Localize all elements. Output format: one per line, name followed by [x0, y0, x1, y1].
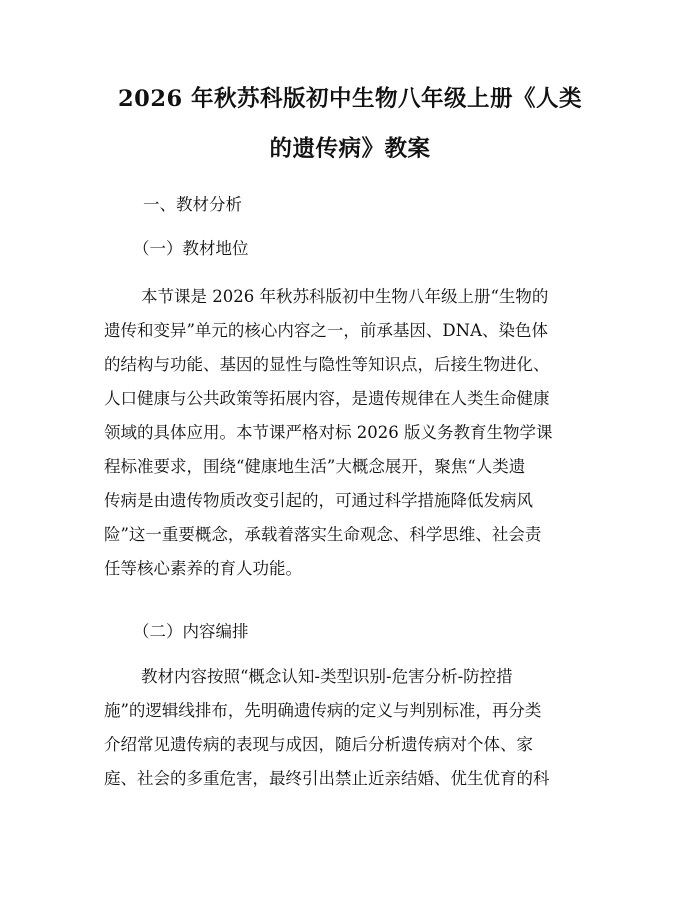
subsection-heading-content-arrangement: （二）内容编排 [133, 622, 249, 641]
paragraph-line: 人口健康与公共政策等拓展内容，是遗传规律在人类生命健康 [104, 389, 550, 408]
paragraph-line: 遗传和变异”单元的核心内容之一，前承基因、DNA、染色体 [104, 321, 549, 340]
paragraph-line: 教材内容按照“概念认知-类型识别-危害分析-防控措 [141, 667, 513, 686]
paragraph-line: 传病是由遗传物质改变引起的，可通过科学措施降低发病风 [104, 491, 533, 510]
paragraph-line: 施”的逻辑线排布，先明确遗传病的定义与判别标准，再分类 [104, 701, 542, 720]
paragraph-line: 庭、社会的多重危害，最终引出禁止近亲结婚、优生优育的科 [104, 769, 550, 788]
paragraph-line: 本节课是 2026 年秋苏科版初中生物八年级上册“生物的 [141, 287, 549, 306]
paragraph-line: 领域的具体应用。本节课严格对标 2026 版义务教育生物学课 [104, 423, 553, 442]
document-title-line-1: 2026 年秋苏科版初中生物八年级上册《人类 [118, 86, 582, 112]
subsection-heading-material-position: （一）教材地位 [133, 239, 249, 258]
paragraph-line: 介绍常见遗传病的表现与成因，随后分析遗传病对个体、家 [104, 735, 533, 754]
paragraph-line: 任等核心素养的育人功能。 [104, 559, 302, 578]
section-heading-teaching-material-analysis: 一、教材分析 [143, 195, 242, 214]
paragraph-line: 的结构与功能、基因的显性与隐性等知识点，后接生物进化、 [104, 355, 550, 374]
paragraph-line: 险”这一重要概念，承载着落实生命观念、科学思维、社会责 [104, 525, 542, 544]
document-title-line-2: 的遗传病》教案 [269, 136, 431, 162]
paragraph-line: 程标准要求，围绕“健康地生活”大概念展开，聚焦“人类遗 [104, 457, 526, 476]
